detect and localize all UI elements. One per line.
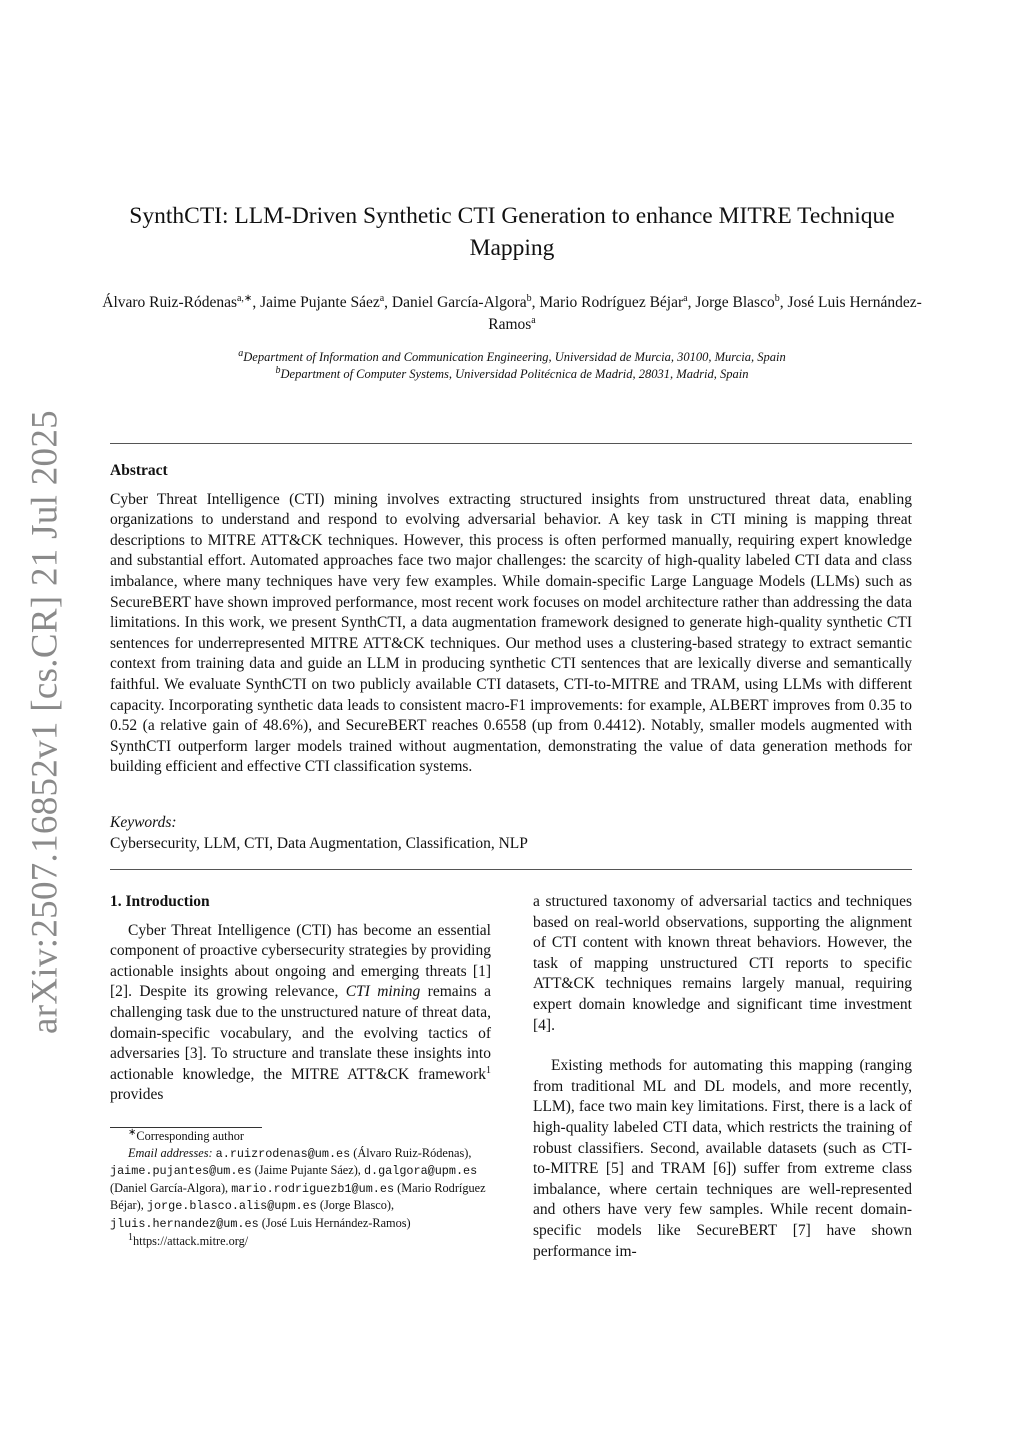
email-link[interactable]: d.galgora@upm.es — [363, 1164, 478, 1179]
footnote-emails: Email addresses: a.ruizrodenas@um.es (Álvaro Ruiz-Ródenas), jaime.pujantes@um.es (Jaime Pujante Sáez), d.galgora@upm.es (Daniel García-Algora), mario.rodriguezb1@um.es (Mario Rodríguez Béjar), jorge.blasco.alis@upm.es (Jorge Blasco), jluis.hernandez@um.es (José Luis Hernández-Ramos) — [110, 1145, 486, 1231]
bottom-divider — [110, 869, 912, 870]
author: Jaime Pujante Sáez$^a$, — [260, 292, 392, 311]
author: Álvaro Ruiz-Ródenas$^{a,∗}$, — [102, 292, 261, 311]
author: Mario Rodríguez Béjar$^a$, — [539, 292, 696, 311]
keywords-label: Keywords: — [110, 814, 177, 831]
author-list — [100, 292, 924, 336]
intro-paragraph-continued: a structured taxonomy of adversarial tactics and techniques based on real-world observations, supporting the alignment of CTI content with known threat behaviors. However, the task of mapping unstructured CTI reports to specific ATT&CK techniques remains largely manual, requiring expert domain knowledge and significant time investment [4]. — [533, 893, 912, 1034]
footnote-1: $^1$https://attack.mitre.org/ — [128, 1231, 249, 1248]
arxiv-identifier-stamp: arXiv:2507.16852v1 [cs.CR] 21 Jul 2025 — [24, 410, 66, 1034]
author: Daniel García-Algora$^b$, — [391, 292, 540, 311]
right-column — [533, 892, 912, 1262]
footnotes — [110, 1128, 491, 1249]
author: Jorge Blasco$^b$, — [695, 292, 788, 311]
abstract-heading: Abstract — [110, 462, 168, 479]
affiliations — [100, 349, 924, 383]
intro-paragraph: Cyber Threat Intelligence (CTI) has become an essential component of proactive cybersecurity strategies by providing actionable insights about ongoing and emerging threats [1][2]. Despite its growing relevance, CTI mining remains a challenging task due to the unstructured nature of threat data, domain-specific vocabulary, and the evolving tactics of adversaries [3]. To structure and translate these insights into actionable knowledge, the MITRE ATT&CK framework$^1$ provides — [110, 921, 491, 1104]
email-link[interactable]: mario.rodriguezb1@um.es — [231, 1181, 395, 1196]
left-column — [110, 892, 491, 1106]
affiliation: $^a$Department of Information and Communication Engineering, Universidad de Murcia, 30100, Murcia, Spain — [238, 347, 786, 364]
section-heading-introduction: 1. Introduction — [110, 893, 210, 910]
keywords-section — [110, 813, 912, 854]
paper-title: SynthCTI: LLM-Driven Synthetic CTI Generation to enhance MITRE Technique Mapping — [129, 203, 895, 261]
email-link[interactable]: jluis.hernandez@um.es — [110, 1216, 259, 1231]
email-link[interactable]: a.ruizrodenas@um.es — [215, 1146, 351, 1161]
affiliation: $^b$Department of Computer Systems, Universidad Politécnica de Madrid, 28031, Madrid, Spain — [275, 364, 749, 381]
email-link[interactable]: jaime.pujantes@um.es — [110, 1164, 252, 1179]
author: José Luis Hernández-Ramos$^a$ — [488, 294, 922, 333]
footnote-ref[interactable]: 1 — [486, 1064, 491, 1076]
top-divider — [110, 443, 912, 444]
email-link[interactable]: jorge.blasco.alis@upm.es — [146, 1199, 317, 1214]
abstract-body: Cyber Threat Intelligence (CTI) mining involves extracting structured insights from unstructured threat data, enabling organizations to understand and respond to evolving adversarial behavior. A key task in CTI mining is mapping threat descriptions to MITRE ATT&CK techniques. However, this process is often performed manually, requiring expert knowledge and substantial effort. Automated approaches face two major challenges: the scarcity of high-quality labeled CTI data and class imbalance, where many techniques have very few examples. While domain-specific Large Language Models (LLMs) such as SecureBERT have shown improved performance, most recent work focuses on model architecture rather than addressing the data limitations. In this work, we present SynthCTI, a data augmentation framework designed to generate high-quality synthetic CTI sentences for underrepresented MITRE ATT&CK techniques. Our method uses a clustering-based strategy to extract semantic context from training data and guide an LLM in producing synthetic CTI sentences that are lexically diverse and semantically faithful. We evaluate SynthCTI on two publicly available CTI datasets, CTI-to-MITRE and TRAM, using LLMs with different capacity. Incorporating synthetic data leads to consistent macro-F1 improvements: for example, ALBERT improves from 0.35 to 0.52 (a relative gain of 48.6%), and SecureBERT reaches 0.6558 (up from 0.4412). Notably, smaller models augmented with SynthCTI outperform larger models trained without augmentation, demonstrating the value of data generation methods for building efficient and effective CTI classification systems. — [110, 490, 912, 776]
footnote-corresponding: ∗Corresponding author — [128, 1126, 244, 1143]
abstract-section — [110, 461, 912, 778]
footnote-url[interactable]: https://attack.mitre.org/ — [133, 1233, 249, 1248]
keywords-list: Cybersecurity, LLM, CTI, Data Augmentation, Classification, NLP — [110, 834, 528, 852]
intro-paragraph-2: Existing methods for automating this mapping (ranging from traditional ML and DL models, and more recently, LLM), face two main key limitations. First, there is a lack of high-quality labeled CTI data, which restricts the training of robust classifiers. Second, available datasets (such as CTI-to-MITRE [5] and TRAM [6]) suffer from extreme class imbalance, where certain techniques are well-represented and others have very few samples. While recent domain-specific models like SecureBERT [7] have shown performance im- — [533, 1057, 912, 1260]
